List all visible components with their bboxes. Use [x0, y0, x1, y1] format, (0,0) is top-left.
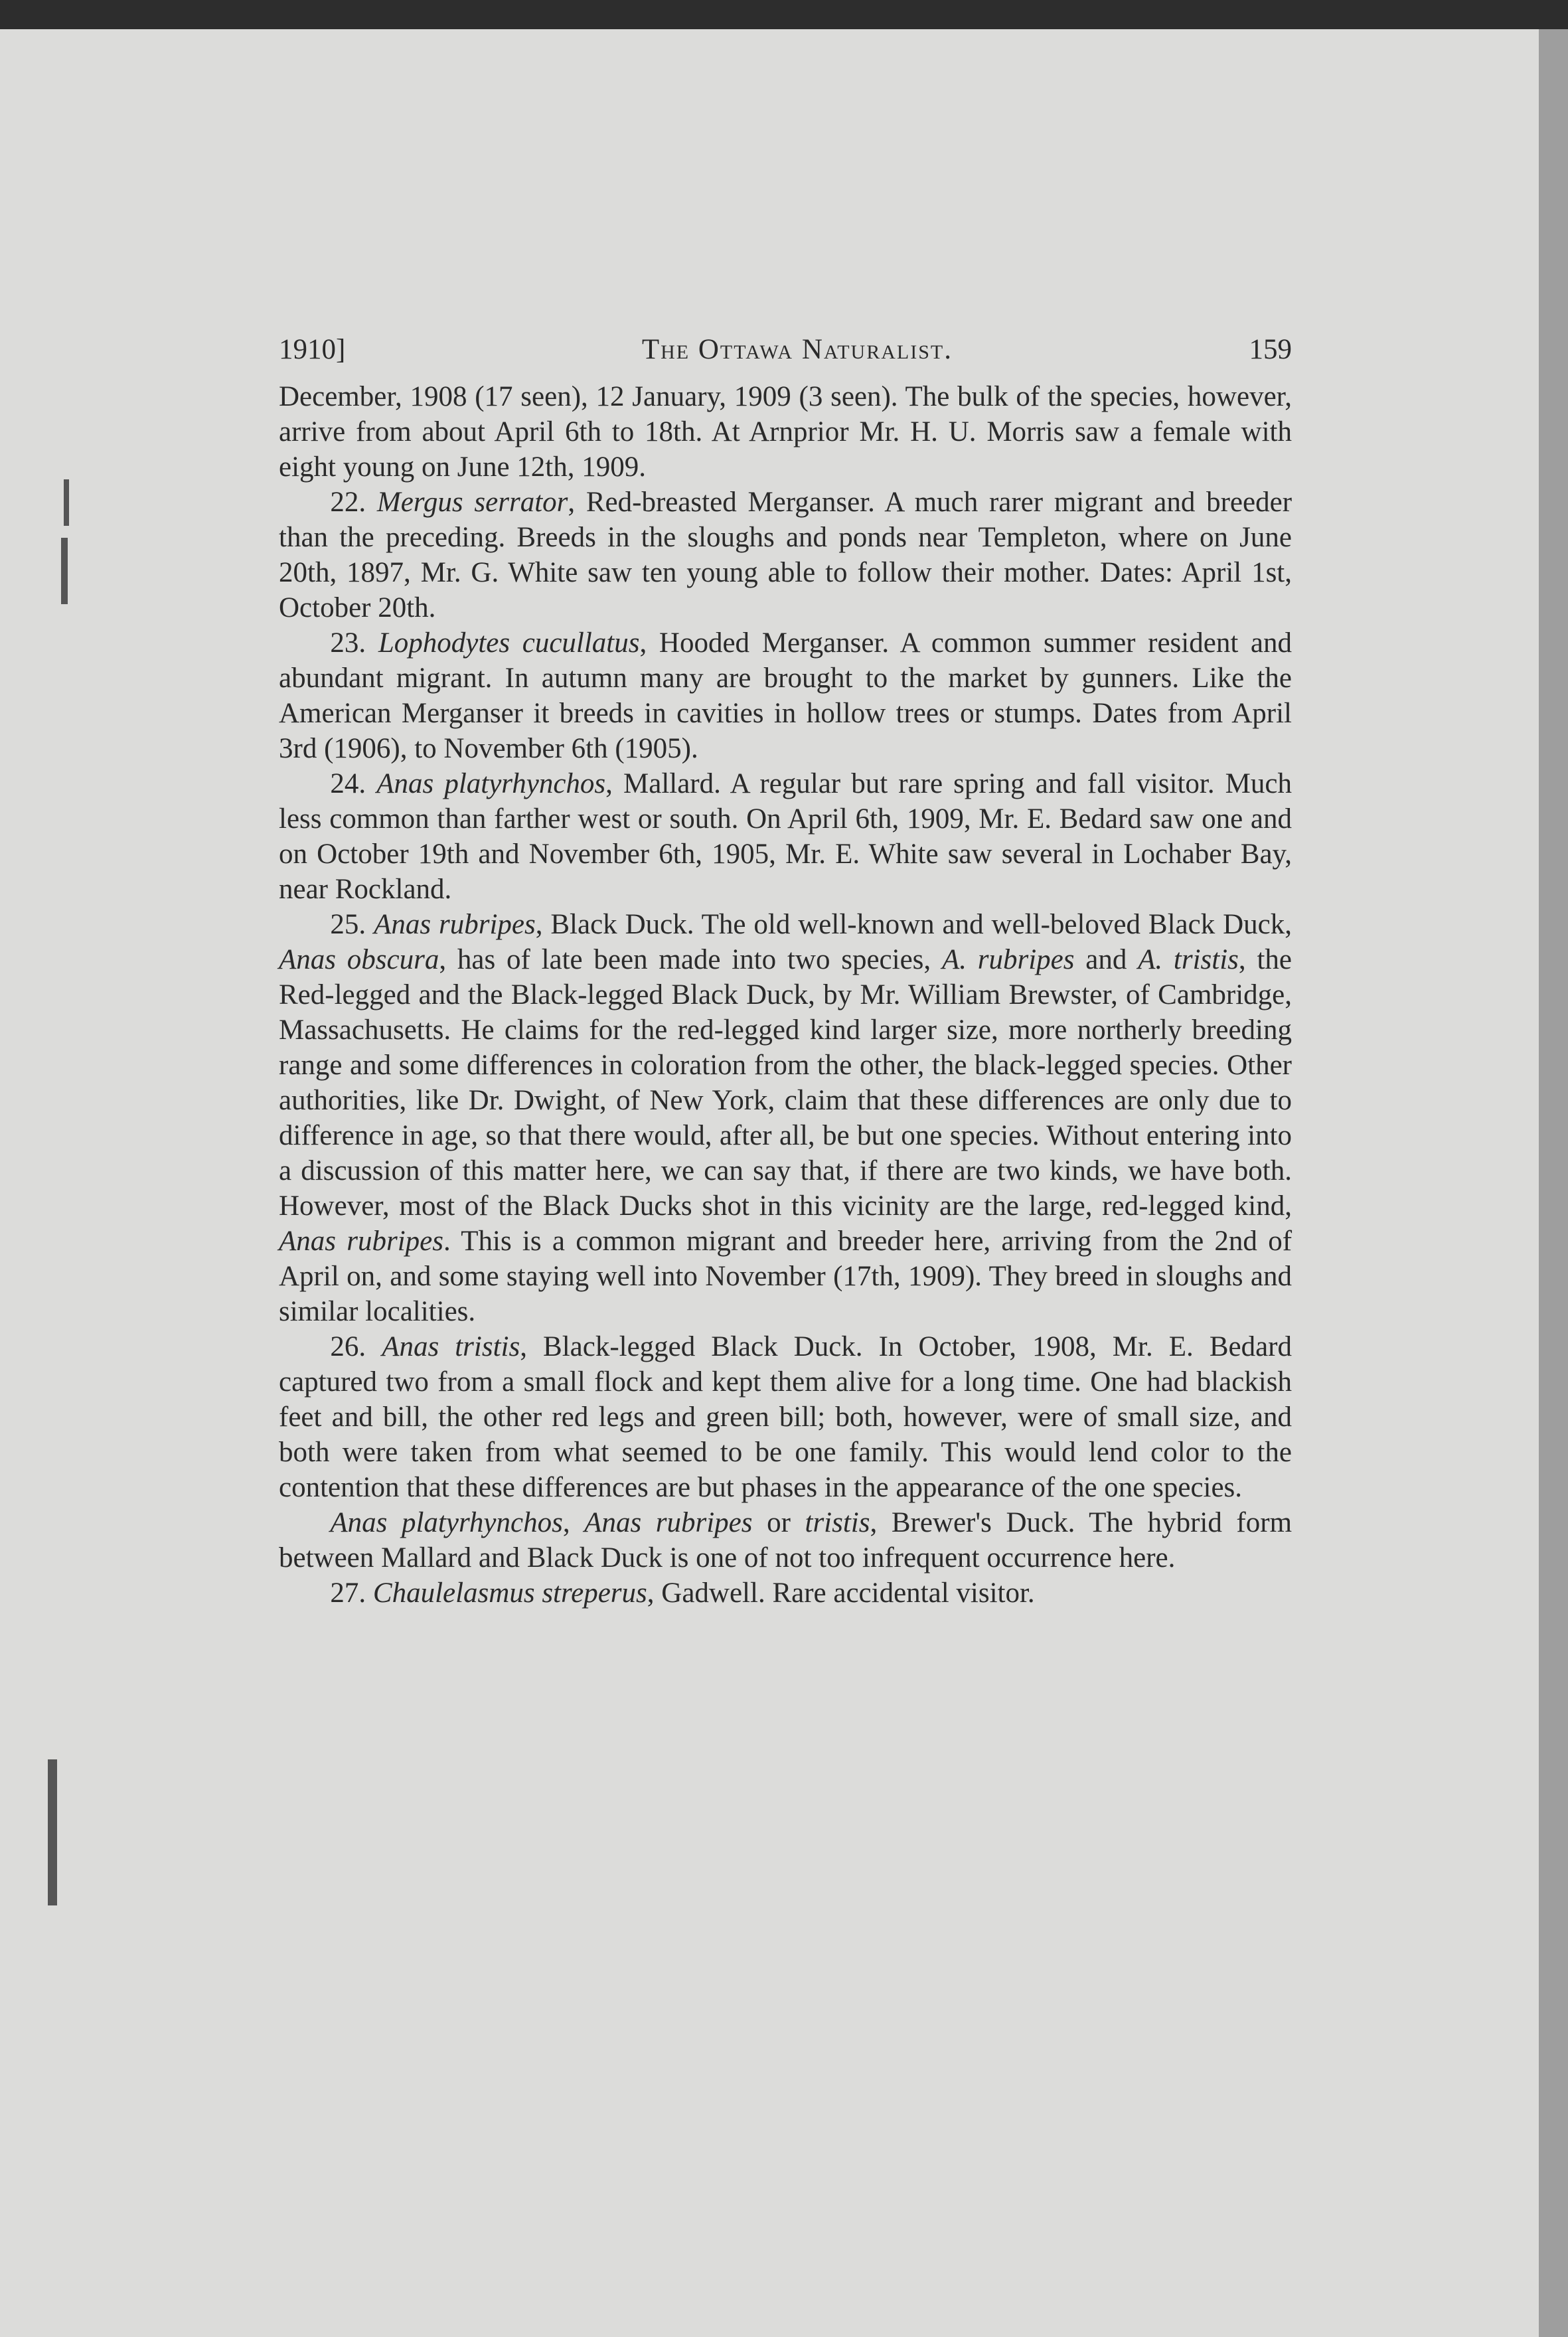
header-year: 1910] [279, 334, 346, 365]
paragraph [279, 1505, 1292, 1575]
paragraph-text: December, 1908 (17 seen), 12 January, 1909 (3 seen). The bulk of the species, however, arrive from about April 6th to 18th. At Arnprior Mr. H. U. Morris saw a female with eight young on June 12th, 1909. [279, 381, 1292, 483]
species-name: A. rubripes [941, 944, 1075, 975]
species-name: Anas rubripes [374, 909, 536, 940]
paragraph-text: 23. [330, 627, 378, 659]
paragraph-text: , has of late been made into two species, [439, 944, 942, 975]
paragraph-text: , [562, 1507, 585, 1538]
species-name: tristis [805, 1507, 870, 1538]
paragraph-text: . This is a common migrant and breeder here, arriving from the 2nd of April on, and some staying well into November (17th, 1909). They breed in sloughs and similar localities. [279, 1226, 1293, 1327]
journal-title: The Ottawa Naturalist. [641, 334, 953, 365]
species-name: Anas tristis [382, 1331, 520, 1362]
species-name: Chaulelasmus streperus [372, 1577, 647, 1609]
page-content [279, 332, 1292, 1611]
paragraph-text: and [1074, 944, 1138, 975]
paragraph-text: , Brewer's Duck. The hybrid form between Mallard and Black Duck is one of not too infrequent occurrence here. [279, 1507, 1293, 1573]
paragraph [279, 1329, 1292, 1505]
species-name: Anas platyrhynchos [376, 768, 606, 799]
paragraph-text: or [752, 1507, 805, 1538]
paragraph-text: , Red-breasted Merganser. A much rarer migrant and breeder than the preceding. Breeds in the sloughs and ponds near Templeton, where on June 20th, 1897, Mr. G. White saw ten young able to follow their mother. Dates: April 1st, October 20th. [279, 487, 1293, 623]
paragraph-text: 24. [330, 768, 377, 799]
running-header [279, 332, 1292, 367]
paragraph [279, 485, 1292, 625]
paragraph-text: , the Red-legged and the Black-legged Black Duck, by Mr. William Brewster, of Cambridge, Massachusetts. He claims for the red-legged kind larger size, more northerly breeding range and some differences in coloration from the other, the black-legged species. Other authorities, like Dr. Dwight, of New York, claim that these differences are only due to difference in age, so that there would, after all, be but one species. Without entering into a discussion of this matter here, we can say that, if there are two kinds, we have both. However, most of the Black Ducks shot in this vicinity are the large, red-legged kind, [279, 944, 1292, 1222]
paragraph [279, 907, 1292, 1329]
species-name: Anas rubripes [279, 1226, 443, 1257]
binding-mark-lower [48, 1759, 57, 1905]
paragraph-text: , Mallard. A regular but rare spring and fall visitor. Much less common than farther west or south. On April 6th, 1909, Mr. E. Bedard saw one and on October 19th and November 6th, 1905, Mr. E. White saw several in Lochaber Bay, near Rockland. [279, 768, 1292, 905]
paragraph [279, 1575, 1292, 1611]
paragraph-text: , Black Duck. The old well-known and well-beloved Black Duck, [535, 909, 1293, 940]
paragraph [279, 379, 1292, 485]
scan-edge-strip [1539, 29, 1568, 2337]
species-name: A. tristis [1138, 944, 1239, 975]
paragraph-text: 22. [330, 487, 377, 518]
species-name: Anas obscura [279, 944, 439, 975]
paragraph-text: 25. [330, 909, 374, 940]
binding-mark-upper-2 [61, 538, 68, 604]
species-name: Lophodytes cucullatus [378, 627, 640, 659]
paragraph-text: 27. [330, 1577, 373, 1609]
page-number: 159 [1249, 334, 1292, 365]
binding-mark-upper [64, 479, 69, 526]
paragraph [279, 625, 1292, 766]
body-text [279, 379, 1292, 1611]
species-name: Anas platyrhynchos [330, 1507, 563, 1538]
paragraph-text: , Gadwell. Rare accidental visitor. [647, 1577, 1035, 1609]
paragraph [279, 766, 1292, 907]
species-name: Mergus serrator [376, 487, 568, 518]
paragraph-text: , Hooded Merganser. A common summer resident and abundant migrant. In autumn many are brought to the market by gunners. Like the American Merganser it breeds in cavities in hollow trees or stumps. Dates from April 3rd (1906), to November 6th (1905). [279, 627, 1293, 764]
species-name: Anas rubripes [584, 1507, 753, 1538]
paragraph-text: 26. [330, 1331, 382, 1362]
paragraph-text: , Black-legged Black Duck. In October, 1908, Mr. E. Bedard captured two from a small flock and kept them alive for a long time. One had blackish feet and bill, the other red legs and green bill; both, however, were of small size, and both were taken from what seemed to be one family. This would lend color to the contention that these differences are but phases in the appearance of the one species. [279, 1331, 1292, 1503]
